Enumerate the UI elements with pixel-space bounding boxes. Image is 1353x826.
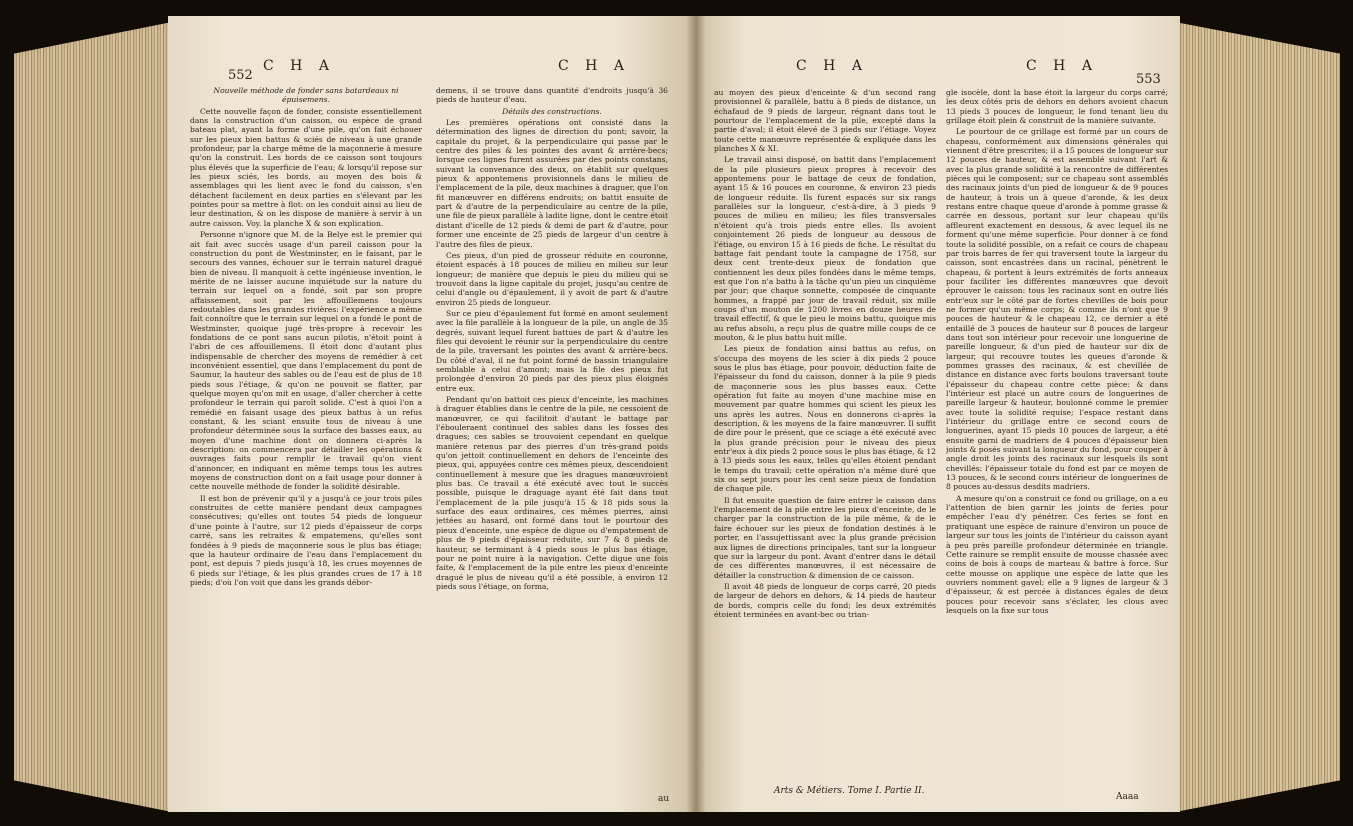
paragraph: Le pourtour de ce grillage est formé par un cours de chapeau, conformément aux dimensions générales qui viennent d'être prescrites; il a 15 pouces de longueur sur 12 pouces de hauteur, & est assemblé suivant l'art & avec la plus grande solidité à la rencontre de différentes pièces qui le composent; sur ce chapeau sont assemblés des racinaux joints d'un pied de longueur & de 9 pouces de hauteur, à trois un à queue d'aronde, & les deux restans entre chaque queue d'aronde à pomme grasse & carrée en dessous, portant sur leur chapeau qu'ils affleurent exactement en dessous, & avec lequel ils ne forment qu'une même superficie. Pour donner à ce fond toute la solidité possible, on a refait ce cours de chapeau par trois barres de fer qui traversent toute la largeur du caisson, sont encastrées dans un racinal, pénètrent le chapeau, & portent à leurs extrémités de forts anneaux pour faciliter les différentes manœuvres que devoit éprouver le caisson: tous les racinaux sont en outre liés entr'eux sur le côté par de fortes chevilles de bois pour ne former qu'un même corps; & comme ils n'ont que 9 pouces de hauteur & le chapeau 12, ce dernier a été entaillé de 3 pouces de hauteur sur 8 pouces de largeur dans tout son intérieur pour recevoir une longuerine de pareille longueur, & d'un pied de hauteur sur dix de largeur, qui recouvre toutes les queues d'aronde & pommes grasses des racinaux, & est chevillée de distance en distance avec forts boulons traversant toute l'épaisseur du chapeau contre cette pièce: & dans l'intérieur est placé un autre cours de longuerines de pareille largeur & hauteur, boulonné comme le premier avec toute la solidité requise; l'espace restant dans l'intérieur du grillage entre ce second cours de longuerines, ayant 15 pieds 10 pouces de largeur, a été ensuite garni de madriers de 4 pouces d'épaisseur bien joints & posés suivant la longueur du fond, pour couper à angle droit les joints des racinaux sur lesquels ils sont chevillés: l'épaisseur totale du fond est par ce moyen de 13 pouces, & le second cours intérieur de longuerines de 8 pouces au-dessus desdits madriers. (946, 127, 1168, 492)
paragraph: Cette nouvelle façon de fonder, consiste essentiellement dans la construction d'un caisson, ou espèce de grand bateau plat, ayant la forme d'une pile, qu'on fait échouer sur les pieux bien battus & sciés de niveau à une grande profondeur, par la charge même de la maçonnerie à mesure qu'on la construit. Les bords de ce caisson sont toujours plus élevés que la superficie de l'eau; & lorsqu'il repose sur les pieux sciés, les bords, au moyen des bois & assemblages qui les lient avec le fond du caisson, s'en détachent facilement en deux parties en s'élevant par les pointes pour sa mettre à flot: on les conduit ainsi au lieu de leur destination, & on les dispose de manière à servir à un autre caisson. Voy. la planche X & son explication. (190, 106, 422, 228)
paragraph: Il est bon de prévenir qu'il y a jusqu'à ce jour trois piles construites de cette manière pendant deux campagnes consécutives; qu'elles ont toutes 54 pieds de longueur d'une pointe à l'autre, sur 12 pieds d'épaisseur de corps carré, sans les retraites & empatemens, qu'elles sont fondées à 9 pieds de maçonnerie sous le plus bas étiage; que la hauteur ordinaire de l'eau dans l'emplacement du pont, est depuis 7 pieds jusqu'à 18, les crues moyennes de 6 pieds sur l'étiage, & les plus grandes crues de 17 à 18 pieds; d'où l'on voit que dans les grands débor- (190, 493, 422, 587)
catchword-left: au (658, 794, 670, 804)
paragraph: Détails des constructions. (502, 106, 602, 116)
page-edges-right (1175, 22, 1340, 812)
left-page-column-1 (190, 86, 422, 801)
right-page-column-2 (946, 88, 1168, 798)
paragraph: demens, il se trouve dans quantité d'endroits jusqu'à 36 pieds de hauteur d'eau. (436, 86, 668, 105)
running-head-left: C H A (263, 58, 335, 74)
page-number-left: 552 (228, 68, 253, 83)
gutter-shadow (686, 16, 706, 812)
signature-mark: Aaaa (1116, 792, 1139, 802)
paragraph: au moyen des pieux d'enceinte & d'un second rang provisionnel & parallèle, battu à 8 pieds de distance, un échafaud de 9 pieds de largeur, régnant dans tout le pourtour de l'emplacement de la pile, excepté dans la partie d'aval; il étoit élevé de 3 pieds sur l'étiage. Voyez toute cette manœuvre représentée & expliquée dans les planches X & XI. (714, 88, 936, 154)
paragraph: Nouvelle méthode de fonder sans batardeaux ni épuisemens. (213, 86, 399, 105)
running-head-right: C H A (796, 58, 868, 74)
paragraph: Personne n'ignore que M. de la Belye est le premier qui ait fait avec succès usage d'un pareil caisson pour la construction du pont de Westminster, en le faisant, par le secours des vannes, échouer sur le terrain naturel dragué bien de niveau. Il manquoit à cette ingénieuse invention, le mérite de ne laisser aucune inquiétude sur la nature du terrain sur lequel on a fondé, soit par son propre affaissement, soit par les affouillemens toujours redoutables dans les grandes rivières: l'expérience a même fait connoître que le terrain sur lequel on a fondé le pont de Westminster, quoique jugé très-propre à recevoir les fondations de ce pont sans aucun pilotis, n'étoit point à l'abri de ces affouillemens. Il étoit donc d'autant plus indispensable de chercher des moyens de remédier à cet inconvénient essentiel, que dans l'emplacement du pont de Saumur, la hauteur des sables ou de l'eau est de plus de 18 pieds sous l'étiage, & qu'on ne pouvoit se flatter, par quelque moyen qu'on mit en usage, d'aller chercher à cette profondeur le terrain qui paroît solide. C'est à quoi l'on a remédié en faisant usage des pieux battus à un refus constant, & les sciant ensuite tous de niveau à une profondeur déterminée sous la surface des basses eaux, au moyen d'une machine dont on donnera ci-après la description: on commencera par détailler les opérations & ouvrages faits pour remplir le travail qu'on vient d'annoncer, en indiquant en même temps tous les autres moyens de construction dont on a fait usage pour donner à cette nouvelle méthode de fonder la solidité désirable. (190, 230, 422, 492)
page-edges-left (14, 22, 172, 812)
left-page-column-2 (436, 86, 668, 801)
paragraph: Il avoit 48 pieds de longueur de corps carré, 20 pieds de largeur de dehors en dehors, & 14 pieds de hauteur de bords, compris celle du fond; les deux extrémités étoient terminées en avant-bec ou trian- (714, 581, 936, 619)
page-number-right: 553 (1136, 72, 1161, 87)
paragraph: Les premières opérations ont consisté dans la détermination des lignes de direction du pont; savoir, la capitale du projet, & la perpendiculaire qui passe par le centre des piles & les pointes des avant & arrière-becs; lorsque ces lignes furent assurées par des points constans, suivant la convenance des deux, on établit sur quelques pieux & appontemens provisionnels dans le milieu de l'emplacement de la pile, deux machines à draguer, que l'on fit manœuvrer en différens endroits; on battit ensuite de part & d'autre de la perpendiculaire au centre de la pile, une file de pieux parallèle à ladite ligne, dont le centre étoit distant d'icelle de 12 pieds & demi de part & d'autre, pour former une enceinte de 25 pieds de largeur d'un centre à l'autre des files de pieux. (436, 118, 668, 249)
paragraph: Sur ce pieu d'épaulement fut formé en amont seulement avec la file parallèle à la longueur de la pile, un angle de 35 degrés, suivant lequel furent battues de part & d'autre les files qui devoient le réunir sur la perpendiculaire du centre de la pile, traversant les pointes des avant & arrière-becs. Du côté d'aval, il ne fut point formé de bassin triangulaire semblable à celui d'amont; mais la file des pieux fut prolongée d'environ 20 pieds par des pieux plus éloignés entre eux. (436, 308, 668, 393)
paragraph: Il fut ensuite question de faire entrer le caisson dans l'emplacement de la pile entre les pieux d'enceinte, de le charger par la construction de la pile même, & de le faire échouer sur les pieux de fondation destinés à le porter, en l'assujettissant avec la plus grande précision aux lignes de directions principales, tant sur la longueur que sur la largeur du pont. Avant d'entrer dans le détail de ces différentes manœuvres, il est nécessaire de détailler la construction & dimension de ce caisson. (714, 495, 936, 580)
running-head-left-2: C H A (558, 58, 630, 74)
right-page-column-1 (714, 88, 936, 783)
running-head-right-2: C H A (1026, 58, 1098, 74)
paragraph: Les pieux de fondation ainsi battus au refus, on s'occupa des moyens de les scier à dix pieds 2 pouce sous le plus bas étiage, pour pouvoir, déduction faite de l'épaisseur du fond du caisson, donner à la pile 9 pieds de maçonnerie sous les plus basses eaux. Cette opération fut faite au moyen d'une machine mise en mouvement par quatre hommes qui scient les pieux les uns après les autres. Nous en donnerons ci-après la description, & les moyens de la faire manœuvrer. Il suffit de dire pour le présent, que ce sciage a été exécuté avec la plus grande précision pour le niveau des pieux entr'eux à dix pieds 2 pouce sous le plus bas étiage, & 12 à 13 pieds sous les eaux, telles qu'elles étoient pendant le temps du travail; cette opération n'a même duré que six ou sept jours pour les cent seize pieux de fondation de chaque pile. (714, 344, 936, 494)
paragraph: A mesure qu'on a construit ce fond ou grillage, on a eu l'attention de bien garnir les joints de feries pour empêcher l'eau d'y pénétrer. Ces feries se font en pratiquant une espèce de rainure d'environ un pouce de largeur sur tous les joints de l'intérieur du caisson ayant à peu près pareille profondeur déterminée en triangle. Cette rainure se remplit ensuite de mousse chassée avec coins de bois à coups de marteau & battre à force. Sur cette mousse on applique une espèce de latte que les ouvriers nomment gavel; elle a 9 lignes de largeur & 3 d'épaisseur, & est percée à distances égales de deux pouces pour recevoir sans s'éclater, les clous avec lesquels on la fixe sur tous (946, 493, 1168, 615)
paragraph: Le travail ainsi disposé, on battit dans l'emplacement de la pile plusieurs pieux propres à recevoir des appontemens pour le battage de ceux de fondation, ayant 15 & 16 pouces en couronne, & environ 23 pieds de longueur réduite. Ils furent espacés sur six rangs parallèles sur la longueur, c'est-à-dire, à 3 pieds 9 pouces de milieu en milieu; les files transversales n'étoient qu'à trois pieds entre elles. Ils avoient conjointement 26 pieds de longueur au dessous de l'étiage, ou environ 15 à 16 pieds de fiche. Le résultat du battage fait pendant toute la campagne de 1758, sur deux cent trente-deux pieux de fondation que contiennent les deux piles fondées dans le même temps, est que l'on n'a battu à la tâche qu'un pieu un cinquième par jour; que chaque sonnette, composée de cinquante hommes, a frappé par jour de travail réduit, six mille coups d'un mouton de 1200 livres en douze heures de travail effectif, & que le pieu le moins battu, quoique mis au refus absolu, a reçu plus de quatre mille coups de ce mouton, & le plus battu huit mille. (714, 155, 936, 342)
paragraph: gle isocèle, dont la base étoit la largeur du corps carré; les deux côtés pris de dehors en dehors avoient chacun 13 pieds 3 pouces de longueur, le fond tenant lieu du grillage étoit plein & construit de la manière suivante. (946, 88, 1168, 126)
paragraph: Pendant qu'on battoit ces pieux d'enceinte, les machines à draguer établies dans le centre de la pile, ne cessoient de manœuvrer, ce qui facilitoit d'autant le battage par l'ébouleraent continuel des sables dans les fosses des dragues; ces sables se trouvoient cependant en quelque manière retenus par des pierres d'un très-grand poids qu'on jettoit continuellement en dehors de l'enceinte des pieux, qui, appuyées contre ces mêmes pieux, descendoient continuellement à mesure que les dragues manœuvroient plus bas. Ce travail a été exécuté avec tout le succès possible, puisque le draguage ayant été fait dans tout l'emplacement de la pile jusqu'à 15 & 18 pids sous la surface des eaux ordinaires, ces mêmes pierres, ainsi jettées au hasard, ont formé dans tout le pourtour des pieux d'enceinte, une espèce de digue ou d'empatement de plus de 9 pieds d'épaisseur réduite, sur 7 & 8 pieds de hauteur, se terminant à 4 pieds sous le plus bas étiage, pour ne point nuire à la navigation. Cette digue une fois faite, & l'emplacement de la pile entre les pieux d'enceinte dragué le plus de niveau qu'il a été possible, à environ 12 pieds sous l'étiage, on forma, (436, 395, 668, 591)
right-page (696, 16, 1180, 812)
footer-volume: Arts & Métiers. Tome I. Partie II. (774, 786, 925, 796)
left-page (168, 16, 696, 812)
paragraph: Ces pieux, d'un pied de grosseur réduite en couronne, étoient espacés à 18 pouces de milieu en milieu sur leur longueur; de manière que depuis le pieu du milieu qui se trouvoit dans la ligne capitale du projet, jusqu'au centre de celui d'angle ou d'épaulement, il y avoit de part & d'autre environ 25 pieds de longueur. (436, 250, 668, 307)
